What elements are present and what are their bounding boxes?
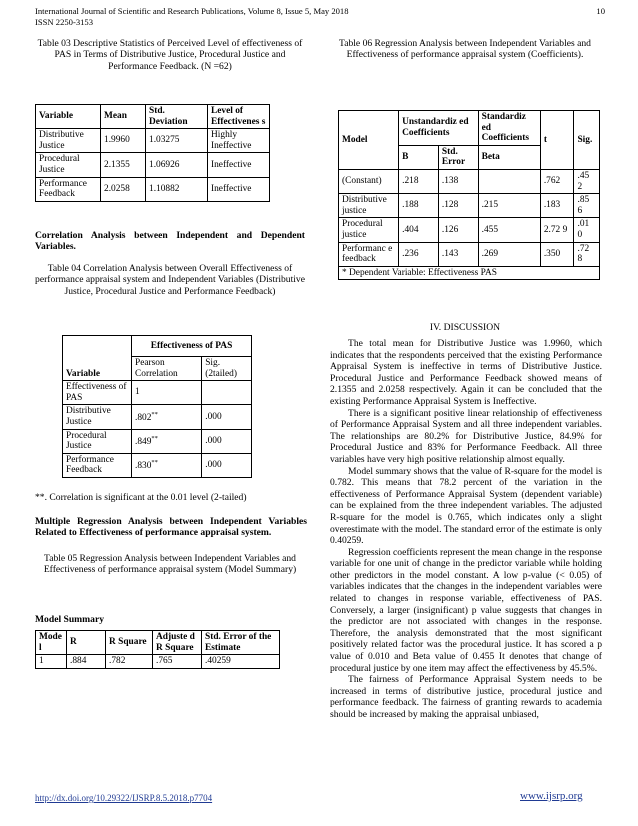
- doi-link[interactable]: http://dx.doi.org/10.29322/IJSRP.8.5.2018.p7704: [35, 793, 213, 803]
- table-cell: [132, 405, 202, 429]
- table-cell: .455: [478, 218, 540, 242]
- table-row: [339, 194, 600, 218]
- table-cell: 1: [36, 655, 67, 669]
- table-header-cell: Mean: [101, 105, 146, 129]
- pearson-value: .830: [135, 461, 152, 472]
- model-summary-title: Model Summary: [35, 614, 105, 625]
- running-header: [35, 6, 605, 28]
- table-header-cell: Unstandardiz ed Coefficients: [399, 111, 479, 146]
- table-header-cell: Variable: [36, 105, 101, 129]
- table-cell: .765: [153, 655, 202, 669]
- table-cell: 1.10882: [146, 177, 208, 201]
- table-cell: Performanc e feedback: [339, 242, 399, 266]
- table-header-cell: Sig.: [574, 111, 600, 170]
- table-footnote-row: [339, 266, 600, 280]
- table-cell: .762: [540, 169, 574, 193]
- journal-title: International Journal of Scientific and Research Publications, Volume 8, Issue 5, May 2018: [35, 6, 349, 16]
- table-cell: .138: [438, 169, 478, 193]
- website-link[interactable]: www.ijsrp.org: [520, 790, 583, 802]
- table-cell: .350: [540, 242, 574, 266]
- table-cell: (Constant): [339, 169, 399, 193]
- table-header-cell: Variable: [63, 336, 132, 381]
- table-row: [63, 453, 252, 477]
- table-cell: .183: [540, 194, 574, 218]
- table-header-row: [63, 336, 252, 357]
- pearson-value: .802: [135, 413, 152, 424]
- significance-marker: **: [151, 411, 158, 419]
- table-cell: Performance Feedback: [63, 453, 132, 477]
- correlation-heading: Correlation Analysis between Independent and Dependent Variables.: [35, 230, 305, 253]
- table-cell: Ineffective: [208, 177, 270, 201]
- significance-marker: **: [151, 435, 158, 443]
- table-cell: .40259: [202, 655, 280, 669]
- page-number: 10: [596, 6, 605, 16]
- table-header-cell: Standardiz ed Coefficients: [478, 111, 540, 146]
- table-cell: .215: [478, 194, 540, 218]
- table-row: [36, 129, 270, 153]
- table-cell: .85 6: [574, 194, 600, 218]
- table-cell: Highly Ineffective: [208, 129, 270, 153]
- table-header-cell: R: [67, 631, 106, 655]
- table-cell: .143: [438, 242, 478, 266]
- table-row: [63, 429, 252, 453]
- table-cell: .188: [399, 194, 439, 218]
- issn: ISSN 2250-3153: [35, 17, 94, 27]
- table-row: [36, 177, 270, 201]
- table-footnote: * Dependent Variable: Effectiveness PAS: [339, 266, 600, 280]
- table-cell: .000: [202, 453, 252, 477]
- table-header-row: [339, 111, 600, 146]
- table-header-cell: Model: [339, 111, 399, 170]
- table-cell: [132, 453, 202, 477]
- table-cell: Distributive Justice: [36, 129, 101, 153]
- table-cell: [478, 169, 540, 193]
- table04-note: **. Correlation is significant at the 0.01 level (2-tailed): [35, 492, 247, 503]
- table-cell: [202, 381, 252, 405]
- table-header-row: [36, 105, 270, 129]
- regression-heading: Multiple Regression Analysis between Independent Variables Related to Effectiveness of performance appraisal system.: [35, 516, 307, 539]
- table-header-cell: t: [540, 111, 574, 170]
- table-cell: Effectiveness of PAS: [63, 381, 132, 405]
- table-cell: Ineffective: [208, 153, 270, 177]
- table-header-cell: B: [399, 145, 439, 169]
- discussion-paragraph: The fairness of Performance Appraisal System needs to be increased in terms of distributive justice, procedural justice and performance feedback. The fairness of granting rewards to academia should be increased by making the appraisal unbiased,: [330, 674, 602, 720]
- table-row: [63, 405, 252, 429]
- table-cell: .000: [202, 405, 252, 429]
- table04: [62, 335, 252, 478]
- table-cell: 1.03275: [146, 129, 208, 153]
- table-header-cell: Std. Deviation: [146, 105, 208, 129]
- table-header-cell: Effectiveness of PAS: [132, 336, 252, 357]
- table-cell: Distributive justice: [339, 194, 399, 218]
- table-row: [36, 655, 280, 669]
- table-header-cell: Sig. (2tailed): [202, 357, 252, 381]
- table-header-cell: Mode l: [36, 631, 67, 655]
- table-cell: 2.0258: [101, 177, 146, 201]
- table04-caption: Table 04 Correlation Analysis between Overall Effectiveness of performance appraisal system and Independent Variables (Distributive Justice, Procedural Justice and Performance Feedback): [35, 263, 305, 297]
- table-row: [36, 153, 270, 177]
- discussion-paragraph: Model summary shows that the value of R-square for the model is 0.782. This means that 78.2 percent of the variation in the effectiveness of Performance Appraisal System (dependent variable) can be explained from the three independent variables. The adjusted R-square for the model is 0.765, which indicates only a slight overestimate with the model. The standard error of the estimate is only 0.40259.: [330, 465, 602, 547]
- table-header-cell: R Square: [106, 631, 153, 655]
- discussion-paragraph: Regression coefficients represent the mean change in the response variable for one unit of change in the predictor variable while holding other predictors in the model constant. A low p-value (< 0.05) of variables indicates that the changes in the independent variables were related to changes in response variable, effectiveness of PAS. Conversely, a larger (insignificant) p value suggests that changes in the predictor are not associated with changes in the response. Therefore, the analysis demonstrated that the most significant positively related factor was the procedural justice. It has scored a p value of 0.010 and Beta value of 0.455 It denotes that change of procedural justice by one item may affect the effectiveness by 45.5%.: [330, 546, 602, 674]
- table-row: [339, 242, 600, 266]
- table-header-cell: Beta: [478, 145, 540, 169]
- table05: [35, 630, 280, 669]
- table-cell: .782: [106, 655, 153, 669]
- table-cell: [132, 429, 202, 453]
- table-header-cell: Adjuste d R Square: [153, 631, 202, 655]
- table-cell: Procedural Justice: [36, 153, 101, 177]
- table-header-cell: Level of Effectivenes s: [208, 105, 270, 129]
- table-cell: .45 2: [574, 169, 600, 193]
- table-cell: Distributive Justice: [63, 405, 132, 429]
- table-row: [339, 169, 600, 193]
- table-cell: 1.9960: [101, 129, 146, 153]
- table-cell: .269: [478, 242, 540, 266]
- table06: [338, 110, 600, 280]
- table-cell: .126: [438, 218, 478, 242]
- table-cell: .01 0: [574, 218, 600, 242]
- table03-caption: Table 03 Descriptive Statistics of Perceived Level of effectiveness of PAS in Terms of Distributive Justice, Procedural Justice and Performance Feedback. (N =62): [37, 38, 303, 72]
- discussion-heading: IV. DISCUSSION: [429, 322, 501, 333]
- table-cell: .000: [202, 429, 252, 453]
- table-cell: Procedural Justice: [63, 429, 132, 453]
- table-row: [63, 381, 252, 405]
- table-cell: 1.06926: [146, 153, 208, 177]
- discussion-paragraph: There is a significant positive linear relationship of effectiveness of Performance Appraisal System and all three independent variables. The relationships are 80.2% for Distributive Justice, 84.9% for Procedural Justice and 83% for Performance Feedback. All three variables have very high positive relationship almost equally.: [330, 407, 602, 465]
- significance-marker: **: [151, 459, 158, 467]
- table06-caption: Table 06 Regression Analysis between Independent Variables and Effectiveness of performance appraisal system (Coefficients).: [339, 38, 591, 61]
- table-cell: .404: [399, 218, 439, 242]
- table-cell: 2.72 9: [540, 218, 574, 242]
- table-header-cell: Std. Error of the Estimate: [202, 631, 280, 655]
- discussion-body: [330, 338, 602, 721]
- pearson-value: .849: [135, 437, 152, 448]
- table-cell: 1: [132, 381, 202, 405]
- table-cell: Performance Feedback: [36, 177, 101, 201]
- table-header-cell: Pearson Correlation: [132, 357, 202, 381]
- table-cell: .884: [67, 655, 106, 669]
- table-cell: .72 8: [574, 242, 600, 266]
- table-header-row: [36, 631, 280, 655]
- table-header-cell: Std. Error: [438, 145, 478, 169]
- discussion-paragraph: The total mean for Distributive Justice was 1.9960, which indicates that the respondents perceived that the existing Performance Appraisal System is ineffective in terms of Distributive Justice. Procedural Justice and Performance Feedback showed means of 2.1355 and 2.0258 respectively. Again it can be concluded that the existing Performance Appraisal System is Ineffective.: [330, 338, 602, 407]
- table-cell: .236: [399, 242, 439, 266]
- table-cell: 2.1355: [101, 153, 146, 177]
- table-cell: .128: [438, 194, 478, 218]
- table05-caption: Table 05 Regression Analysis between Independent Variables and Effectiveness of performance appraisal system (Model Summary): [43, 553, 297, 576]
- table-cell: Procedural justice: [339, 218, 399, 242]
- table03: [35, 104, 270, 202]
- table-row: [339, 218, 600, 242]
- table-cell: .218: [399, 169, 439, 193]
